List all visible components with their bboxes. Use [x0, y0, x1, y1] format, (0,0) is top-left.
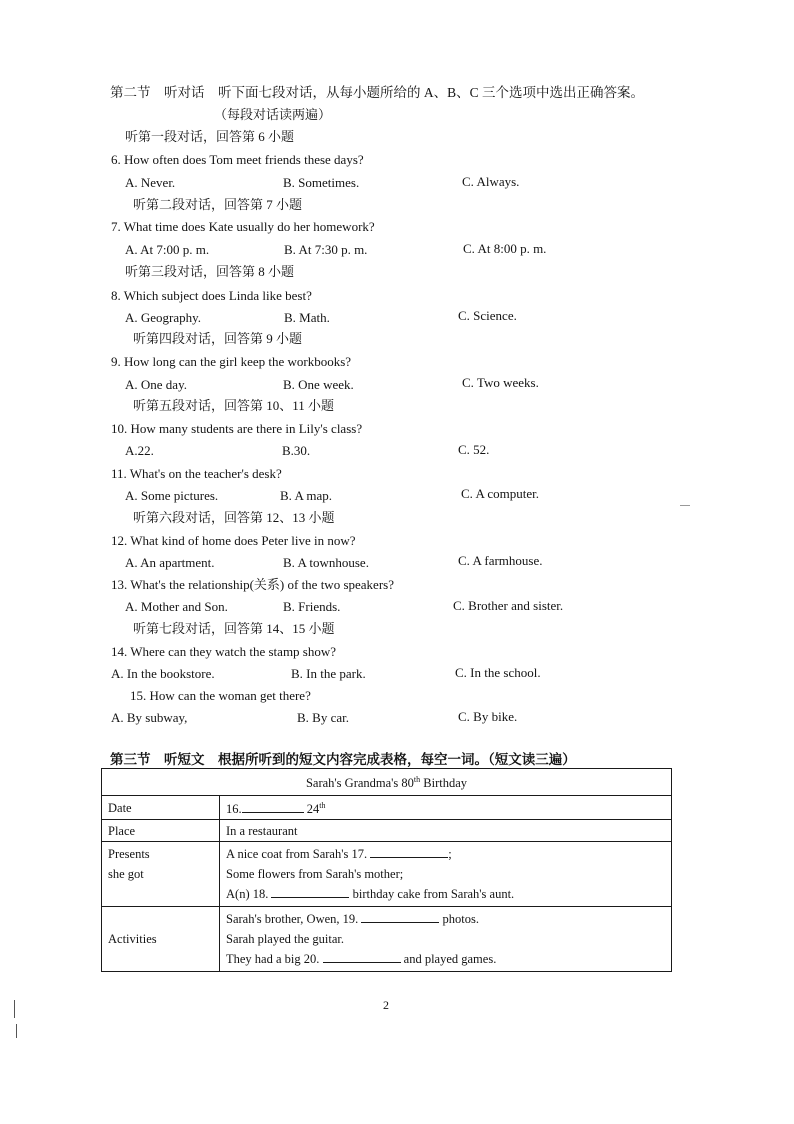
q7-option-a: A. At 7:00 p. m.: [125, 242, 210, 257]
group-intro-3: 听第三段对话，回答第 8 小题: [125, 264, 295, 279]
q15-option-b: B. By car.: [297, 710, 349, 725]
blank-17[interactable]: [370, 845, 448, 858]
date-label: Date: [102, 796, 220, 820]
q12-option-a: A. An apartment.: [125, 555, 215, 570]
presents-cell: A nice coat from Sarah's 17. ; Some flowers from Sarah's mother; A(n) 18. birthday cake from Sarah's aunt.: [220, 842, 672, 907]
question-15: 15. How can the woman get there?: [130, 688, 311, 703]
q10-option-b: B.30.: [282, 443, 311, 458]
q7-option-b: B. At 7:30 p. m.: [284, 242, 368, 257]
q14-option-b: B. In the park.: [291, 666, 366, 681]
q9-option-c: C. Two weeks.: [462, 375, 539, 390]
blank-18[interactable]: [271, 885, 349, 898]
activities-cell: Sarah's brother, Owen, 19. photos. Sarah played the guitar. They had a big 20. and played games.: [220, 907, 672, 972]
q15-option-c: C. By bike.: [458, 709, 518, 724]
place-value: In a restaurant: [220, 820, 672, 842]
question-9: 9. How long can the girl keep the workbooks?: [111, 354, 352, 369]
group-intro-1: 听第一段对话，回答第 6 小题: [125, 129, 295, 144]
q8-option-c: C. Science.: [458, 308, 517, 323]
q12-option-b: B. A townhouse.: [283, 555, 369, 570]
blank-20[interactable]: [323, 950, 401, 963]
q10-option-c: C. 52.: [458, 442, 490, 457]
scan-mark: [16, 1024, 17, 1038]
question-6: 6. How often does Tom meet friends these days?: [111, 152, 364, 167]
question-8: 8. Which subject does Linda like best?: [111, 288, 312, 303]
q12-option-c: C. A farmhouse.: [458, 553, 543, 568]
section2-note: （每段对话读两遍）: [214, 107, 332, 122]
section2-heading: 第二节 听对话 听下面七段对话，从每小题所给的 A、B、C 三个选项中选出正确答案。: [110, 85, 645, 100]
section3-heading: 第三节 听短文 根据所听到的短文内容完成表格，每空一词。（短文读三遍）: [110, 752, 576, 767]
q11-option-b: B. A map.: [280, 488, 333, 503]
page-number: 2: [383, 998, 389, 1012]
scan-mark: [680, 505, 690, 506]
scan-mark: [14, 1000, 15, 1018]
group-intro-7: 听第七段对话，回答第 14、15 小题: [133, 621, 335, 636]
q13-option-c: C. Brother and sister.: [453, 598, 564, 613]
question-13: 13. What's the relationship(关系) of the two speakers?: [111, 577, 394, 592]
place-label: Place: [102, 820, 220, 842]
presents-label: Presents she got: [102, 842, 220, 907]
group-intro-6: 听第六段对话，回答第 12、13 小题: [133, 510, 335, 525]
activities-label: Activities: [102, 907, 220, 972]
blank-16[interactable]: [242, 800, 304, 813]
table-title: Sarah's Grandma's 80th Birthday: [102, 769, 672, 796]
q6-option-a: A. Never.: [125, 175, 176, 190]
q15-option-a: A. By subway,: [111, 710, 188, 725]
q13-option-a: A. Mother and Son.: [125, 599, 228, 614]
question-11: 11. What's on the teacher's desk?: [111, 466, 282, 481]
q6-option-b: B. Sometimes.: [283, 175, 360, 190]
date-cell: 16. 24th: [220, 796, 672, 820]
group-intro-2: 听第二段对话，回答第 7 小题: [133, 197, 303, 212]
question-14: 14. Where can they watch the stamp show?: [111, 644, 337, 659]
q14-option-c: C. In the school.: [455, 665, 541, 680]
q10-option-a: A.22.: [125, 443, 154, 458]
q9-option-b: B. One week.: [283, 377, 354, 392]
question-7: 7. What time does Kate usually do her homework?: [111, 219, 375, 234]
q9-option-a: A. One day.: [125, 377, 187, 392]
group-intro-4: 听第四段对话，回答第 9 小题: [133, 331, 303, 346]
q7-option-c: C. At 8:00 p. m.: [463, 241, 547, 256]
q6-option-c: C. Always.: [462, 174, 520, 189]
q11-option-a: A. Some pictures.: [125, 488, 219, 503]
question-12: 12. What kind of home does Peter live in now?: [111, 533, 356, 548]
group-intro-5: 听第五段对话，回答第 10、11 小题: [133, 398, 335, 413]
q8-option-b: B. Math.: [284, 310, 330, 325]
blank-19[interactable]: [361, 910, 439, 923]
q11-option-c: C. A computer.: [461, 486, 539, 501]
q8-option-a: A. Geography.: [125, 310, 202, 325]
q14-option-a: A. In the bookstore.: [111, 666, 215, 681]
question-10: 10. How many students are there in Lily's class?: [111, 421, 363, 436]
birthday-table: [101, 768, 672, 972]
q13-option-b: B. Friends.: [283, 599, 341, 614]
